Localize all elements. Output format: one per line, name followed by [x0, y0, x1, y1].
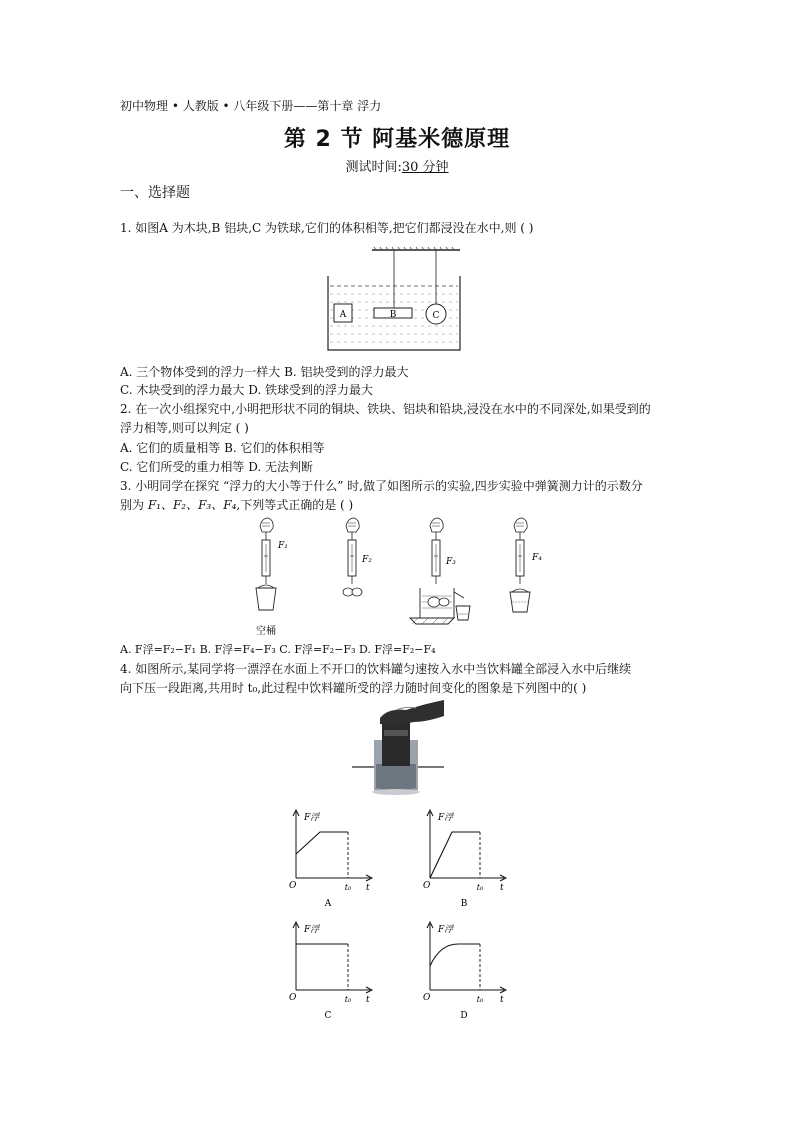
q3-stem-2a: 别为	[120, 498, 148, 512]
graph-c	[289, 922, 372, 1021]
xlabel-a: t	[366, 883, 370, 893]
xlabel-c: t	[366, 995, 370, 1005]
empty-bucket-label: 空桶	[256, 626, 276, 637]
q2-options-1: A. 它们的质量相等 B. 它们的体积相等	[120, 441, 325, 455]
graph-a	[289, 810, 372, 909]
q3-figure	[230, 516, 560, 640]
q3-forces: F₁、F₂、F₃、F₄	[147, 498, 237, 512]
ylabel-b: F浮	[438, 813, 454, 823]
q1-options-1: A. 三个物体受到的浮力一样大 B. 铝块受到的浮力最大	[120, 365, 409, 379]
ylabel-c: F浮	[304, 925, 320, 935]
origin-c: O	[289, 993, 297, 1003]
q3-stem-2b: ,下列等式正确的是 ( )	[236, 498, 354, 512]
label-f4: F₄	[532, 553, 542, 563]
origin-d: O	[423, 993, 431, 1003]
step-4-scale	[510, 518, 530, 612]
graph-d	[423, 922, 506, 1021]
q2-stem-2: 浮力相等,则可以判定 ( )	[120, 421, 249, 435]
q3-stem-2	[120, 497, 353, 513]
t0-b: t₀	[476, 883, 484, 892]
q4-photo	[352, 700, 444, 796]
page-title: 第 2 节 阿基米德原理	[283, 127, 511, 152]
q4-graphs	[280, 800, 510, 1026]
step-3-scale	[410, 518, 470, 624]
step-1-scale	[256, 518, 276, 610]
graph-label-a: A	[324, 899, 332, 909]
test-time-value: 30 分钟	[401, 160, 449, 175]
label-c: C	[432, 311, 440, 321]
q3-options: A. F浮=F₂−F₁ B. F浮=F₄−F₃ C. F浮=F₂−F₃ D. F浮=F₂−F₄	[120, 643, 436, 656]
ylabel-a: F浮	[304, 813, 320, 823]
section-heading: 一、选择题	[120, 185, 190, 201]
curve-b	[430, 832, 480, 878]
q2-stem-1: 2. 在一次小组探究中,小明把形状不同的铜块、铁块、铝块和铅块,浸没在水中的不同深处,如果受到的	[120, 402, 651, 416]
curve-a	[296, 832, 348, 854]
t0-d: t₀	[476, 995, 484, 1004]
label-f2: F₂	[362, 555, 372, 565]
label-b: B	[389, 310, 397, 320]
origin-b: O	[423, 881, 431, 891]
test-time-label: 测试时间:	[345, 160, 402, 175]
q4-stem-1: 4. 如图所示,某同学将一漂浮在水面上不开口的饮料罐匀速按入水中当饮料罐全部浸入水中后继续	[120, 662, 632, 676]
label-f1: F₁	[278, 541, 288, 551]
t0-c: t₀	[344, 995, 352, 1004]
q4-stem-2: 向下压一段距离,共用时 t₀,此过程中饮料罐所受的浮力随时间变化的图象是下列图中的( )	[120, 681, 587, 695]
label-f3: F₃	[446, 557, 456, 567]
ylabel-d: F浮	[438, 925, 454, 935]
q3-stem-1: 3. 小明同学在探究 “浮力的大小等于什么” 时,做了如图所示的实验,四步实验中弹簧测力计的示数分	[120, 479, 643, 493]
q1-figure	[320, 246, 466, 356]
curve-d	[430, 944, 480, 966]
q1-stem: 1. 如图A 为木块,B 铝块,C 为铁球,它们的体积相等,把它们都浸没在水中,则 ( )	[120, 221, 534, 235]
t0-a: t₀	[344, 883, 352, 892]
q1-options-2: C. 木块受到的浮力最大 D. 铁球受到的浮力最大	[120, 383, 374, 397]
graph-label-b: B	[460, 899, 468, 909]
q2-options-2: C. 它们所受的重力相等 D. 无法判断	[120, 460, 314, 474]
graph-label-c: C	[324, 1011, 332, 1021]
page-header: 初中物理 • 人教版 • 八年级下册——第十章 浮力	[120, 99, 382, 113]
label-a: A	[339, 310, 347, 320]
xlabel-b: t	[500, 883, 504, 893]
xlabel-d: t	[500, 995, 504, 1005]
origin-a: O	[289, 881, 297, 891]
step-2-scale	[343, 518, 362, 596]
graph-label-d: D	[460, 1011, 468, 1021]
graph-b	[423, 810, 506, 909]
test-time	[0, 156, 794, 175]
